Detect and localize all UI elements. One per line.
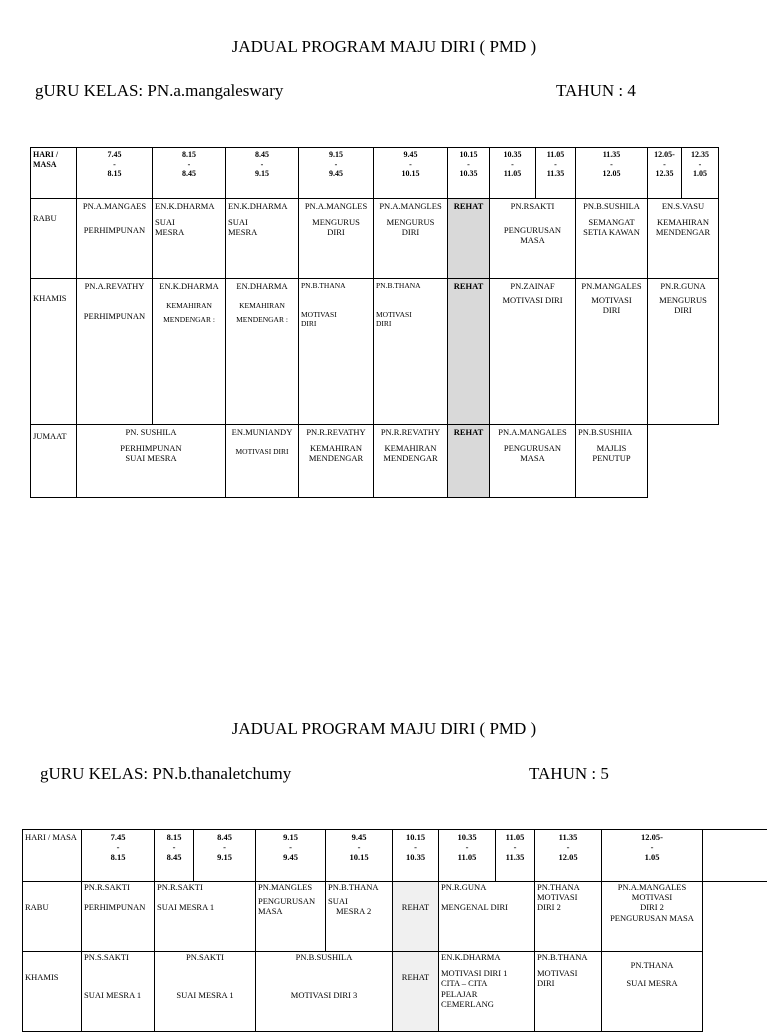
schedule-cell: PN.R.REVATHY KEMAHIRAN MENDENGAR — [374, 425, 448, 498]
schedule-cell: PN.A.REVATHY PERHIMPUNAN — [77, 279, 153, 425]
time-slot: 8.45 - 9.15 — [226, 148, 299, 199]
time-slot: 8.15 - 8.45 — [153, 148, 226, 199]
schedule-cell: EN.K.DHARMA KEMAHIRAN MENDENGAR : — [153, 279, 226, 425]
schedule-cell: PN.R.SAKTI SUAI MESRA 1 — [155, 882, 256, 952]
day-label: KHAMIS — [23, 952, 82, 1032]
schedule-cell: EN.MUNIANDY MOTIVASI DIRI — [226, 425, 299, 498]
schedule-cell: PN.A.MANGALES PENGURUSAN MASA — [490, 425, 576, 498]
rehat-cell: REHAT — [393, 882, 439, 952]
time-slot: 9.45 - 10.15 — [374, 148, 448, 199]
schedule-cell: PN.B.THANA MOTIVASI DIRI — [299, 279, 374, 425]
day-label: KHAMIS — [31, 279, 77, 425]
time-slot: 10.15 - 10.35 — [393, 830, 439, 882]
tahun-2: TAHUN : 5 — [529, 764, 609, 783]
schedule-cell: EN.K.DHARMA SUAI MESRA — [226, 199, 299, 279]
schedule-cell: EN.K.DHARMA SUAI MESRA — [153, 199, 226, 279]
day-label: RABU — [31, 199, 77, 279]
schedule-cell: PN.R.GUNA MENGURUS DIRI — [648, 279, 719, 425]
schedule-cell: PN.A.MANGLES MENGURUS DIRI — [299, 199, 374, 279]
schedule-cell: PN.MANGALES MOTIVASI DIRI — [576, 279, 648, 425]
time-slot: 7.45 - 8.15 — [82, 830, 155, 882]
day-label: JUMAAT — [31, 425, 77, 498]
schedule-cell: PN.A.MANGLES MENGURUS DIRI — [374, 199, 448, 279]
tahun-1: TAHUN : 4 — [556, 81, 636, 100]
schedule-cell: PN.S.SAKTI SUAI MESRA 1 — [82, 952, 155, 1032]
schedule-cell: PN.THANA MOTIVASI DIRI 2 — [535, 882, 602, 952]
schedule-cell: PN.A.MANGAES PERHIMPUNAN — [77, 199, 153, 279]
schedule-cell: PN.B.SUSHILA SEMANGAT SETIA KAWAN — [576, 199, 648, 279]
hari-masa-header: HARI / MASA — [31, 148, 77, 199]
time-slot: 12.05- - 12.35 — [648, 148, 682, 199]
row-jumaat — [31, 425, 719, 498]
row-rabu — [23, 882, 767, 952]
time-slot: 11.35 - 12.05 — [576, 148, 648, 199]
schedule-cell: PN.ZAINAF MOTIVASI DIRI — [490, 279, 576, 425]
header-row — [31, 148, 719, 199]
timetable-1 — [30, 147, 719, 498]
hari-masa-header: HARI / MASA — [23, 830, 82, 882]
empty-cell — [648, 425, 719, 498]
time-slot: 9.15 - 9.45 — [256, 830, 326, 882]
schedule-cell: EN.S.VASU KEMAHIRAN MENDENGAR — [648, 199, 719, 279]
schedule-cell: EN.DHARMA KEMAHIRAN MENDENGAR : — [226, 279, 299, 425]
schedule-cell: PN.THANA SUAI MESRA — [602, 952, 703, 1032]
schedule-cell: PN.R.REVATHY KEMAHIRAN MENDENGAR — [299, 425, 374, 498]
schedule-cell: PN.A.MANGALES MOTIVASI DIRI 2 PENGURUSAN MASA — [602, 882, 703, 952]
schedule-cell: PN.B.THANA MOTIVASI DIRI — [535, 952, 602, 1032]
time-slot: 12.05- - 1.05 — [602, 830, 703, 882]
time-slot: 9.15 - 9.45 — [299, 148, 374, 199]
row-khamis — [23, 952, 767, 1032]
schedule-cell: PN.R.GUNA MENGENAL DIRI — [439, 882, 535, 952]
schedule-cell: PN.RSAKTI PENGURUSAN MASA — [490, 199, 576, 279]
row-khamis — [31, 279, 719, 425]
time-slot: 8.15 - 8.45 — [155, 830, 194, 882]
rehat-cell: REHAT — [448, 425, 490, 498]
guru-kelas-2: gURU KELAS: PN.b.thanaletchumy — [40, 764, 292, 783]
time-slot: 11.05 - 11.35 — [496, 830, 535, 882]
schedule-cell: EN.K.DHARMA MOTIVASI DIRI 1 CITA – CITA PELAJAR CEMERLANG — [439, 952, 535, 1032]
time-slot: 11.05 - 11.35 — [536, 148, 576, 199]
rehat-cell: REHAT — [448, 279, 490, 425]
rehat-cell: REHAT — [393, 952, 439, 1032]
guru-kelas-1: gURU KELAS: PN.a.mangaleswary — [35, 81, 284, 100]
time-slot: 10.35 - 11.05 — [439, 830, 496, 882]
rehat-cell: REHAT — [448, 199, 490, 279]
page-title-2: JADUAL PROGRAM MAJU DIRI ( PMD ) — [231, 719, 537, 738]
time-slot: 7.45 - 8.15 — [77, 148, 153, 199]
time-slot: 11.35 - 12.05 — [535, 830, 602, 882]
empty-cell — [703, 952, 767, 1032]
schedule-cell: PN.B.SUSHILA MOTIVASI DIRI 3 — [256, 952, 393, 1032]
schedule-cell: PN.B.THANA MOTIVASI DIRI — [374, 279, 448, 425]
day-label: RABU — [23, 882, 82, 952]
schedule-cell: PN.MANGLES PENGURUSAN MASA — [256, 882, 326, 952]
time-slot: 9.45 - 10.15 — [326, 830, 393, 882]
time-slot: 12.35 - 1.05 — [682, 148, 719, 199]
schedule-cell: PN.SAKTI SUAI MESRA 1 — [155, 952, 256, 1032]
empty-cell — [703, 830, 767, 882]
empty-cell — [703, 882, 767, 952]
schedule-cell: PN.B.THANA SUAI MESRA 2 — [326, 882, 393, 952]
header-row — [23, 830, 767, 882]
page-title-1: JADUAL PROGRAM MAJU DIRI ( PMD ) — [231, 37, 537, 56]
schedule-cell: PN.B.SUSHIIA MAJLIS PENUTUP — [576, 425, 648, 498]
timetable-2 — [22, 829, 767, 1032]
schedule-cell: PN. SUSHILA PERHIMPUNAN SUAI MESRA — [77, 425, 226, 498]
time-slot: 10.35 - 11.05 — [490, 148, 536, 199]
time-slot: 8.45 - 9.15 — [194, 830, 256, 882]
row-rabu — [31, 199, 719, 279]
time-slot: 10.15 - 10.35 — [448, 148, 490, 199]
schedule-cell: PN.R.SAKTI PERHIMPUNAN — [82, 882, 155, 952]
